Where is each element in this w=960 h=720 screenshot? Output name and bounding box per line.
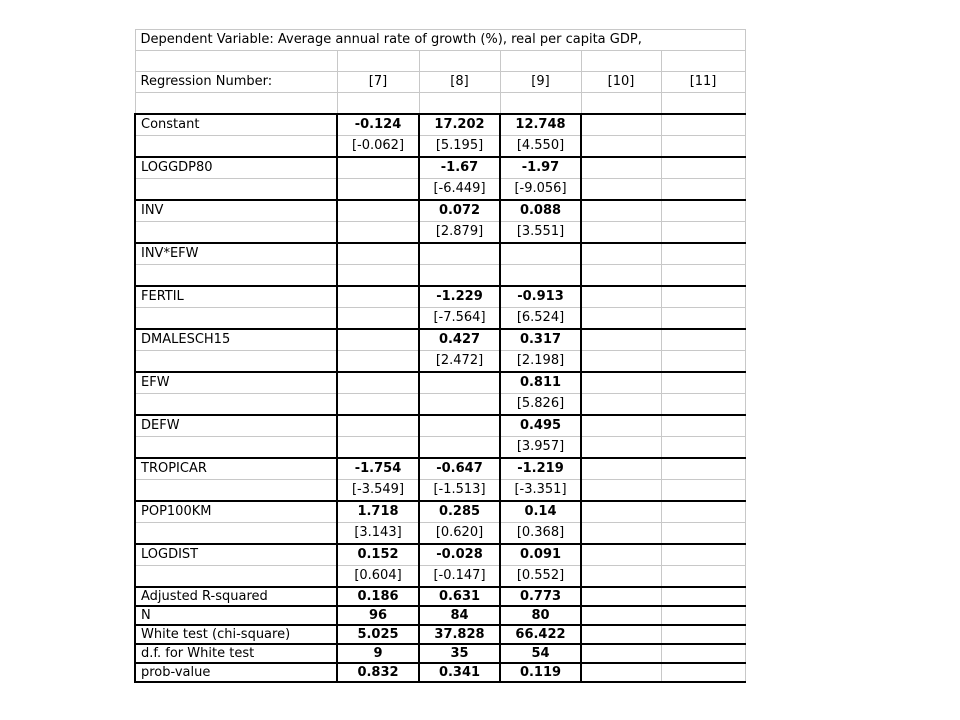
t-stat-cell xyxy=(581,394,661,416)
t-stat-cell: [6.524] xyxy=(500,308,581,330)
coefficient-cell xyxy=(581,372,661,394)
coefficient-cell: -0.028 xyxy=(419,544,500,566)
coefficient-cell xyxy=(581,200,661,222)
t-stat-cell xyxy=(581,179,661,201)
coefficient-cell xyxy=(337,329,419,351)
coefficient-cell: -0.913 xyxy=(500,286,581,308)
t-stat-cell: [5.826] xyxy=(500,394,581,416)
stat-name: d.f. for White test xyxy=(135,644,337,663)
regression-header-row xyxy=(135,72,745,93)
stat-value: 0.832 xyxy=(337,663,419,682)
stat-value: 35 xyxy=(419,644,500,663)
variable-name-spacer xyxy=(135,523,337,545)
coefficient-cell xyxy=(661,157,745,179)
stat-value xyxy=(661,587,745,606)
stat-value: 0.341 xyxy=(419,663,500,682)
t-stat-cell: [-3.549] xyxy=(337,480,419,502)
variable-name-spacer xyxy=(135,222,337,244)
variable-tstat-row xyxy=(135,437,745,459)
coefficient-cell xyxy=(337,415,419,437)
stat-value: 0.631 xyxy=(419,587,500,606)
variable-tstat-row xyxy=(135,566,745,588)
stat-value xyxy=(581,625,661,644)
coefficient-cell: -0.647 xyxy=(419,458,500,480)
t-stat-cell xyxy=(581,265,661,287)
coefficient-cell: 0.072 xyxy=(419,200,500,222)
variable-tstat-row xyxy=(135,523,745,545)
stat-value: 84 xyxy=(419,606,500,625)
stat-value xyxy=(661,625,745,644)
t-stat-cell xyxy=(581,222,661,244)
regression-table xyxy=(134,29,746,683)
variable-name: LOGGDP80 xyxy=(135,157,337,179)
t-stat-cell xyxy=(661,179,745,201)
stat-value xyxy=(581,606,661,625)
t-stat-cell xyxy=(661,566,745,588)
stat-row xyxy=(135,625,745,644)
t-stat-cell xyxy=(581,480,661,502)
t-stat-cell: [-6.449] xyxy=(419,179,500,201)
coefficient-cell: 0.088 xyxy=(500,200,581,222)
coefficient-cell xyxy=(581,114,661,136)
stat-value xyxy=(581,663,661,682)
coefficient-cell xyxy=(581,329,661,351)
t-stat-cell xyxy=(581,523,661,545)
t-stat-cell xyxy=(581,136,661,158)
coefficient-cell xyxy=(661,501,745,523)
variable-coef-row xyxy=(135,329,745,351)
stat-name: Adjusted R-squared xyxy=(135,587,337,606)
coefficient-cell xyxy=(581,286,661,308)
coefficient-cell xyxy=(337,157,419,179)
variable-coef-row xyxy=(135,415,745,437)
variable-name-spacer xyxy=(135,394,337,416)
coefficient-cell xyxy=(661,114,745,136)
variable-coef-row xyxy=(135,243,745,265)
regression-number: [10] xyxy=(581,72,661,93)
coefficient-cell xyxy=(581,544,661,566)
stat-value xyxy=(661,663,745,682)
coefficient-cell: 0.14 xyxy=(500,501,581,523)
coefficient-cell xyxy=(661,200,745,222)
stat-row xyxy=(135,663,745,682)
variable-name: POP100KM xyxy=(135,501,337,523)
stat-name: N xyxy=(135,606,337,625)
t-stat-cell xyxy=(337,437,419,459)
coefficient-cell: -1.229 xyxy=(419,286,500,308)
stat-row xyxy=(135,587,745,606)
variable-tstat-row xyxy=(135,308,745,330)
coefficient-cell xyxy=(661,458,745,480)
coefficient-cell: -1.219 xyxy=(500,458,581,480)
variable-name: TROPICAR xyxy=(135,458,337,480)
stat-value xyxy=(581,587,661,606)
coefficient-cell: 17.202 xyxy=(419,114,500,136)
t-stat-cell: [-0.147] xyxy=(419,566,500,588)
coefficient-cell: 1.718 xyxy=(337,501,419,523)
stat-value: 0.773 xyxy=(500,587,581,606)
coefficient-cell xyxy=(419,415,500,437)
t-stat-cell: [0.620] xyxy=(419,523,500,545)
coefficient-cell: -1.67 xyxy=(419,157,500,179)
stat-value xyxy=(661,644,745,663)
variable-name: INV xyxy=(135,200,337,222)
t-stat-cell xyxy=(419,265,500,287)
t-stat-cell: [2.879] xyxy=(419,222,500,244)
stat-value: 0.186 xyxy=(337,587,419,606)
variable-name: LOGDIST xyxy=(135,544,337,566)
t-stat-cell xyxy=(337,265,419,287)
coefficient-cell: 12.748 xyxy=(500,114,581,136)
variable-name-spacer xyxy=(135,351,337,373)
coefficient-cell: 0.285 xyxy=(419,501,500,523)
variable-coef-row xyxy=(135,114,745,136)
coefficient-cell: 0.091 xyxy=(500,544,581,566)
t-stat-cell xyxy=(581,308,661,330)
regression-number: [11] xyxy=(661,72,745,93)
t-stat-cell xyxy=(419,437,500,459)
variable-name: Constant xyxy=(135,114,337,136)
t-stat-cell: [3.551] xyxy=(500,222,581,244)
t-stat-cell: [4.550] xyxy=(500,136,581,158)
t-stat-cell: [3.957] xyxy=(500,437,581,459)
variable-coef-row xyxy=(135,200,745,222)
table-title: Dependent Variable: Average annual rate of growth (%), real per capita GDP, xyxy=(135,30,745,51)
t-stat-cell xyxy=(661,265,745,287)
t-stat-cell: [2.198] xyxy=(500,351,581,373)
stat-value xyxy=(661,606,745,625)
stat-value: 66.422 xyxy=(500,625,581,644)
regression-number: [8] xyxy=(419,72,500,93)
regression-number: [9] xyxy=(500,72,581,93)
variable-tstat-row xyxy=(135,265,745,287)
stat-value: 80 xyxy=(500,606,581,625)
t-stat-cell xyxy=(581,437,661,459)
t-stat-cell: [-3.351] xyxy=(500,480,581,502)
spacer-row xyxy=(135,51,745,72)
coefficient-cell: 0.317 xyxy=(500,329,581,351)
title-row xyxy=(135,30,745,51)
t-stat-cell xyxy=(661,437,745,459)
coefficient-cell xyxy=(337,243,419,265)
t-stat-cell xyxy=(337,308,419,330)
t-stat-cell xyxy=(337,351,419,373)
t-stat-cell: [0.552] xyxy=(500,566,581,588)
coefficient-cell: -0.124 xyxy=(337,114,419,136)
variable-tstat-row xyxy=(135,136,745,158)
stat-row xyxy=(135,644,745,663)
variable-name-spacer xyxy=(135,308,337,330)
coefficient-cell: 0.152 xyxy=(337,544,419,566)
variable-tstat-row xyxy=(135,351,745,373)
stat-name: White test (chi-square) xyxy=(135,625,337,644)
t-stat-cell: [-1.513] xyxy=(419,480,500,502)
t-stat-cell: [0.604] xyxy=(337,566,419,588)
stat-value: 0.119 xyxy=(500,663,581,682)
t-stat-cell xyxy=(661,308,745,330)
stat-value: 96 xyxy=(337,606,419,625)
t-stat-cell xyxy=(337,222,419,244)
t-stat-cell: [2.472] xyxy=(419,351,500,373)
t-stat-cell: [3.143] xyxy=(337,523,419,545)
t-stat-cell xyxy=(661,480,745,502)
t-stat-cell xyxy=(337,394,419,416)
variable-name-spacer xyxy=(135,136,337,158)
t-stat-cell xyxy=(661,136,745,158)
coefficient-cell xyxy=(337,286,419,308)
coefficient-cell xyxy=(661,372,745,394)
coefficient-cell: -1.97 xyxy=(500,157,581,179)
coefficient-cell: 0.427 xyxy=(419,329,500,351)
t-stat-cell: [-0.062] xyxy=(337,136,419,158)
t-stat-cell: [0.368] xyxy=(500,523,581,545)
variable-name: INV*EFW xyxy=(135,243,337,265)
coefficient-cell xyxy=(419,372,500,394)
variable-name-spacer xyxy=(135,566,337,588)
coefficient-cell xyxy=(419,243,500,265)
variable-tstat-row xyxy=(135,394,745,416)
variable-coef-row xyxy=(135,458,745,480)
stat-value xyxy=(581,644,661,663)
coefficient-cell xyxy=(581,243,661,265)
variable-name-spacer xyxy=(135,265,337,287)
stat-value: 5.025 xyxy=(337,625,419,644)
variable-coef-row xyxy=(135,544,745,566)
coefficient-cell xyxy=(500,243,581,265)
spacer-row xyxy=(135,93,745,115)
variable-name-spacer xyxy=(135,480,337,502)
coefficient-cell: 0.811 xyxy=(500,372,581,394)
coefficient-cell xyxy=(661,415,745,437)
coefficient-cell xyxy=(661,329,745,351)
t-stat-cell xyxy=(661,222,745,244)
coefficient-cell xyxy=(337,372,419,394)
coefficient-cell xyxy=(581,458,661,480)
stat-value: 37.828 xyxy=(419,625,500,644)
coefficient-cell xyxy=(337,200,419,222)
t-stat-cell xyxy=(661,351,745,373)
variable-tstat-row xyxy=(135,222,745,244)
coefficient-cell: -1.754 xyxy=(337,458,419,480)
t-stat-cell: [-9.056] xyxy=(500,179,581,201)
t-stat-cell xyxy=(419,394,500,416)
t-stat-cell: [-7.564] xyxy=(419,308,500,330)
variable-name: FERTIL xyxy=(135,286,337,308)
coefficient-cell xyxy=(661,243,745,265)
coefficient-cell xyxy=(581,157,661,179)
stat-value: 54 xyxy=(500,644,581,663)
variable-tstat-row xyxy=(135,480,745,502)
variable-coef-row xyxy=(135,372,745,394)
t-stat-cell xyxy=(661,394,745,416)
stat-value: 9 xyxy=(337,644,419,663)
variable-coef-row xyxy=(135,286,745,308)
variable-name: DMALESCH15 xyxy=(135,329,337,351)
coefficient-cell xyxy=(661,544,745,566)
stat-row xyxy=(135,606,745,625)
variable-name-spacer xyxy=(135,437,337,459)
variable-name: DEFW xyxy=(135,415,337,437)
t-stat-cell xyxy=(500,265,581,287)
coefficient-cell: 0.495 xyxy=(500,415,581,437)
t-stat-cell xyxy=(581,351,661,373)
stat-name: prob-value xyxy=(135,663,337,682)
coefficient-cell xyxy=(661,286,745,308)
t-stat-cell: [5.195] xyxy=(419,136,500,158)
variable-coef-row xyxy=(135,157,745,179)
coefficient-cell xyxy=(581,415,661,437)
variable-coef-row xyxy=(135,501,745,523)
regression-number-label: Regression Number: xyxy=(135,72,337,93)
variable-tstat-row xyxy=(135,179,745,201)
t-stat-cell xyxy=(337,179,419,201)
coefficient-cell xyxy=(581,501,661,523)
regression-number: [7] xyxy=(337,72,419,93)
t-stat-cell xyxy=(581,566,661,588)
t-stat-cell xyxy=(661,523,745,545)
variable-name-spacer xyxy=(135,179,337,201)
variable-name: EFW xyxy=(135,372,337,394)
